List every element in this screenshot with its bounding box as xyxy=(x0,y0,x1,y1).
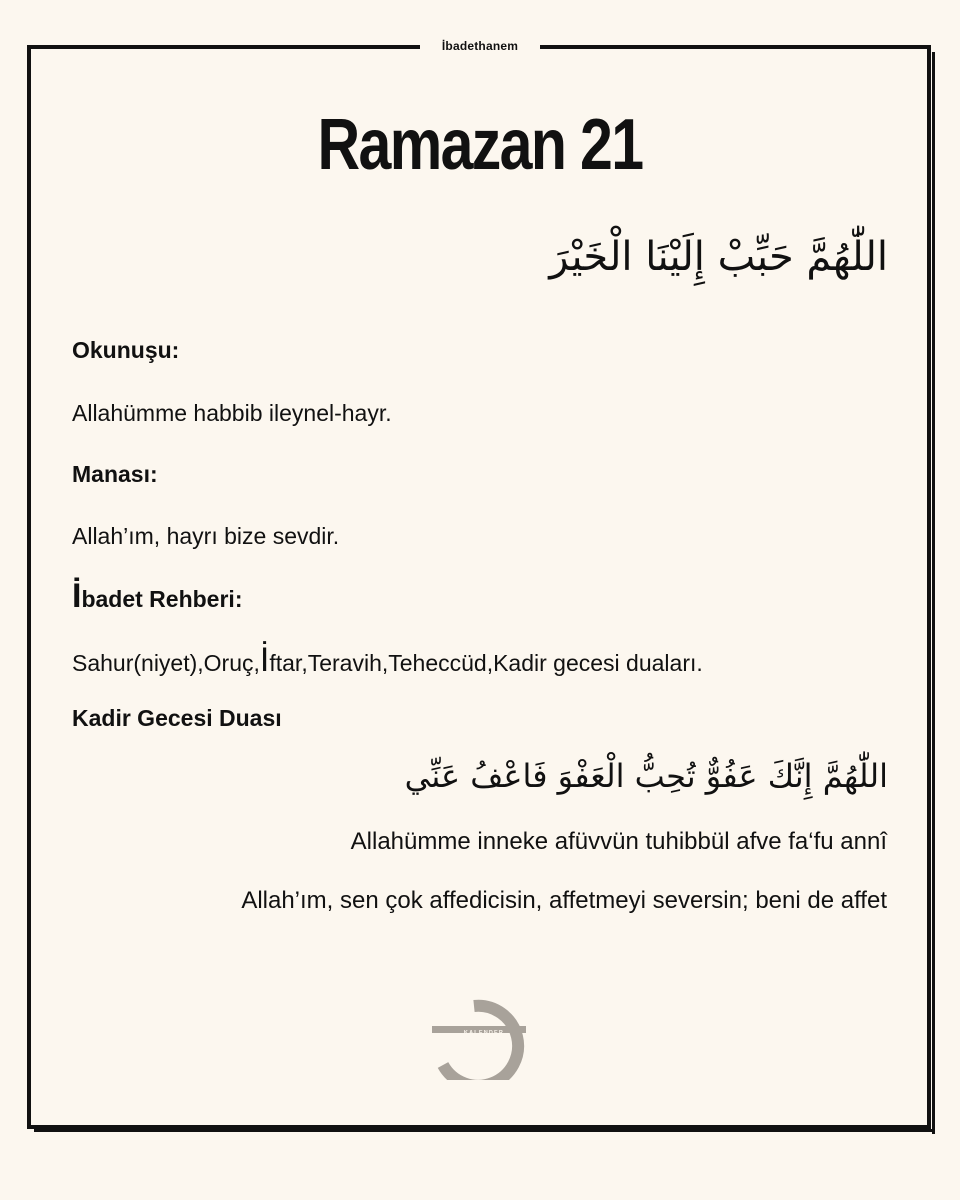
brand-label: İbadethanem xyxy=(420,36,540,56)
okunusu-text: Allahümme habbib ileynel-hayr. xyxy=(72,400,392,426)
text-after: ftar,Teravih,Teheccüd,Kadir gecesi duaları. xyxy=(269,650,703,676)
kalender-logo xyxy=(428,982,532,1080)
kadir-arabic: اللّٰهُمَّ إِنَّكَ عَفُوٌّ تُحِبُّ الْعَفْوَ فَاعْفُ عَنِّي xyxy=(404,757,888,795)
text-big-i: İ xyxy=(259,641,270,679)
manasi-heading: Manası: xyxy=(72,461,158,487)
frame-shadow-right xyxy=(932,52,935,1134)
text-before: Sahur(niyet),Oruç, xyxy=(72,650,260,676)
heading-rest: badet Rehberi: xyxy=(81,586,243,612)
ibadet-rehberi-heading xyxy=(72,577,243,615)
logo-arc xyxy=(443,1006,518,1080)
kadir-meaning: Allah’ım, sen çok affedicisin, affetmeyi seversin; beni de affet xyxy=(241,887,887,914)
kadir-transliteration: Allahümme inneke afüvvün tuhibbül afve fa‘fu annî xyxy=(350,828,887,855)
logo-text: KALENDER xyxy=(463,1030,505,1036)
frame-shadow-bottom xyxy=(34,1129,935,1132)
page-title: Ramazan 21 xyxy=(317,105,643,185)
arabic-prayer: اللّٰهُمَّ حَبِّبْ إِلَيْنَا الْخَيْرَ xyxy=(549,234,888,280)
kadir-heading: Kadir Gecesi Duası xyxy=(72,705,282,731)
ibadet-rehberi-text xyxy=(72,641,703,679)
heading-initial: İ xyxy=(72,577,82,615)
okunusu-heading: Okunuşu: xyxy=(72,337,180,363)
manasi-text: Allah’ım, hayrı bize sevdir. xyxy=(72,523,340,549)
